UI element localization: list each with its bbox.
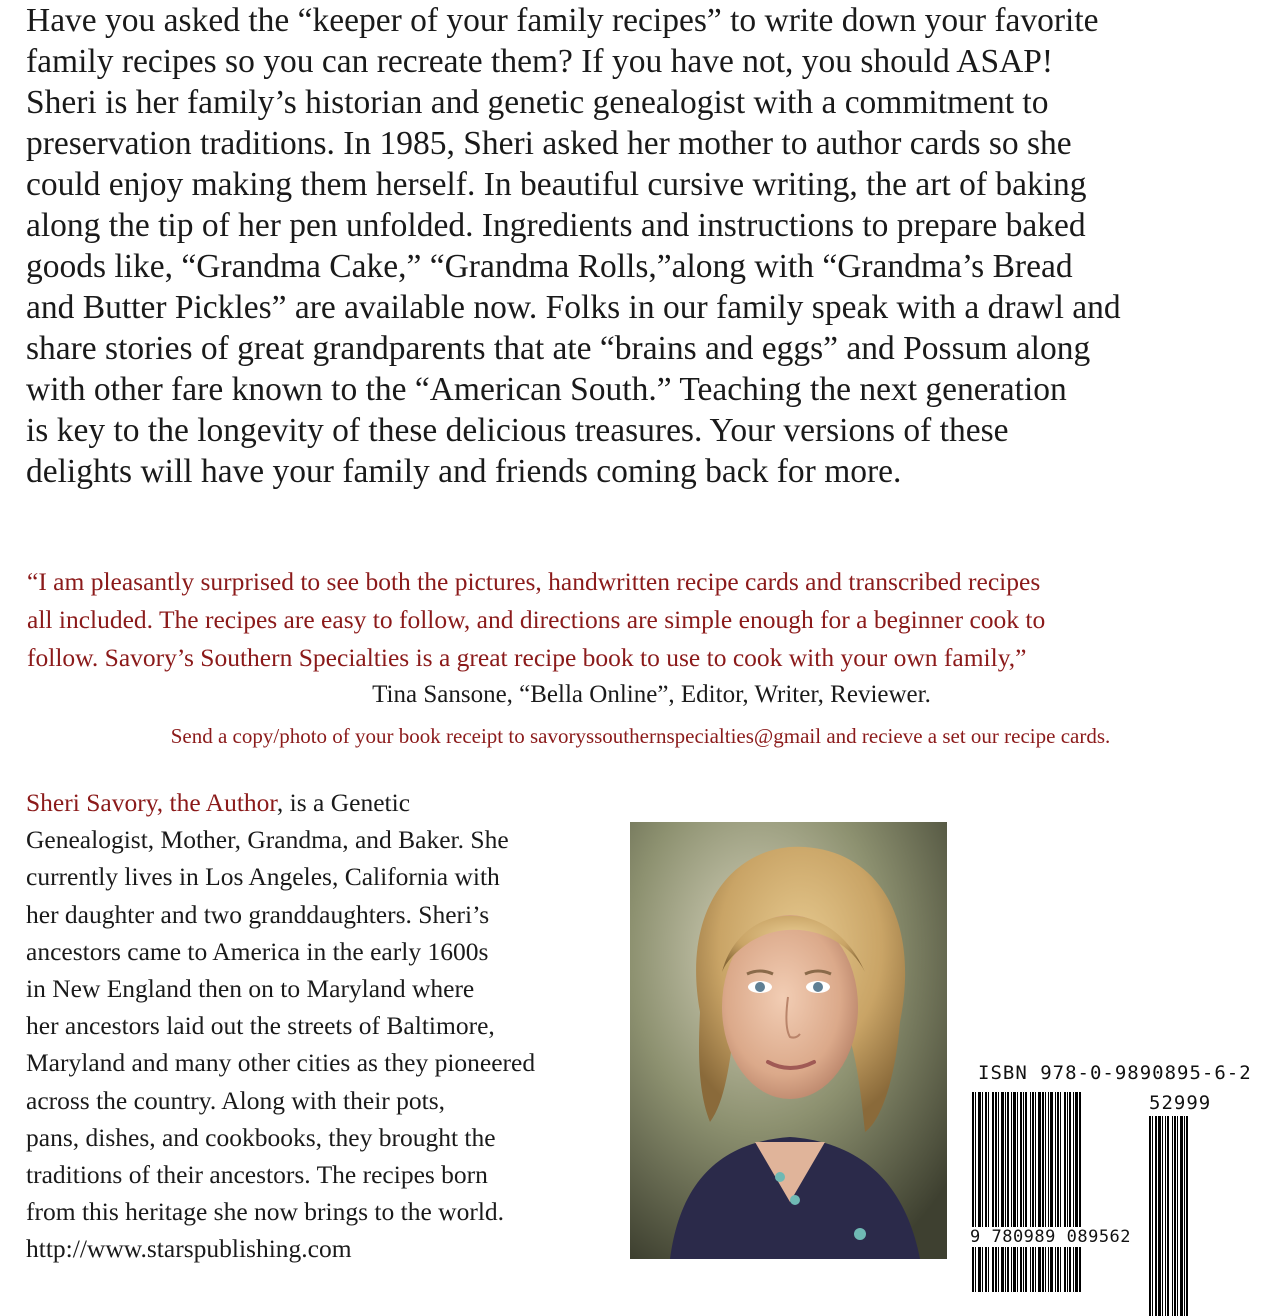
review-attribution: Tina Sansone, “Bella Online”, Editor, Writer, Reviewer. [372,681,931,708]
intro-line: family recipes so you can recreate them? If you have not, you should ASAP! [26,43,1054,80]
ean-number: 9 780989 089562 [970,1227,1132,1247]
bio-line: Genealogist, Mother, Grandma, and Baker. She [26,825,509,855]
bio-url: http://www.starspublishing.com [26,1234,352,1264]
intro-line: could enjoy making them herself. In beautiful cursive writing, the art of baking [26,166,1087,203]
author-photo [630,822,947,1259]
bio-line: her ancestors laid out the streets of Baltimore, [26,1011,495,1041]
intro-line: share stories of great grandparents that ate “brains and eggs” and Possum along [26,330,1091,367]
intro-paragraph [26,0,1266,492]
barcode-bar [1081,1092,1082,1292]
intro-line: is key to the longevity of these delicious treasures. Your versions of these [26,412,1009,449]
bio-line: pans, dishes, and cookbooks, they brought the [26,1122,496,1152]
bio-first-line [26,784,626,821]
author-bio [26,784,626,1268]
intro-line: Have you asked the “keeper of your family recipes” to write down your favorite [26,2,1099,39]
bio-first-line-rest: , is a Genetic [276,788,411,817]
bio-line: her daughter and two granddaughters. Sheri’s [26,899,490,929]
bio-line: traditions of their ancestors. The recipes born [26,1160,488,1190]
author-portrait-illustration [630,822,947,1259]
intro-line: and Butter Pickles” are available now. Folks in our family speak with a drawl and [26,289,1121,326]
review-line: follow. Savory’s Southern Specialties is a great recipe book to use to cook with your own family,” [27,643,1027,672]
intro-line: along the tip of her pen unfolded. Ingredients and instructions to prepare baked [26,207,1086,244]
review-line: all included. The recipes are easy to follow, and directions are simple enough for a beginner cook to [27,605,1046,634]
bio-line: ancestors came to America in the early 1600s [26,936,489,966]
bio-line: from this heritage she now brings to the world. [26,1197,505,1227]
intro-line: Sheri is her family’s historian and genetic genealogist with a commitment to [26,84,1049,121]
bio-line: across the country. Along with their pots, [26,1085,446,1115]
isbn-barcode-block [968,1062,1258,1262]
intro-line: with other fare known to the “American South.” Teaching the next generation [26,371,1067,408]
bio-line: in New England then on to Maryland where [26,974,475,1004]
intro-line: preservation traditions. In 1985, Sheri asked her mother to author cards so she [26,125,1072,162]
intro-line: goods like, “Grandma Cake,” “Grandma Rolls,”along with “Grandma’s Bread [26,248,1073,285]
barcode-bar [1188,1116,1190,1316]
bio-line: Maryland and many other cities as they pioneered [26,1048,536,1078]
price-barcode [1149,1116,1234,1316]
ean-barcode [972,1092,1144,1292]
bio-line: currently lives in Los Angeles, California with [26,862,500,892]
isbn-label: ISBN 978-0-9890895-6-2 [978,1062,1252,1084]
author-name: Sheri Savory, the Author [26,788,277,817]
intro-line: delights will have your family and friends coming back for more. [26,453,902,490]
review-line: “I am pleasantly surprised to see both the pictures, handwritten recipe cards and transcribed recipes [27,567,1041,596]
recipe-card-offer: Send a copy/photo of your book receipt to savoryssouthernspecialties@gmail and recieve a set our recipe cards. [170,724,1111,748]
price-code-label: 52999 [1149,1092,1212,1114]
